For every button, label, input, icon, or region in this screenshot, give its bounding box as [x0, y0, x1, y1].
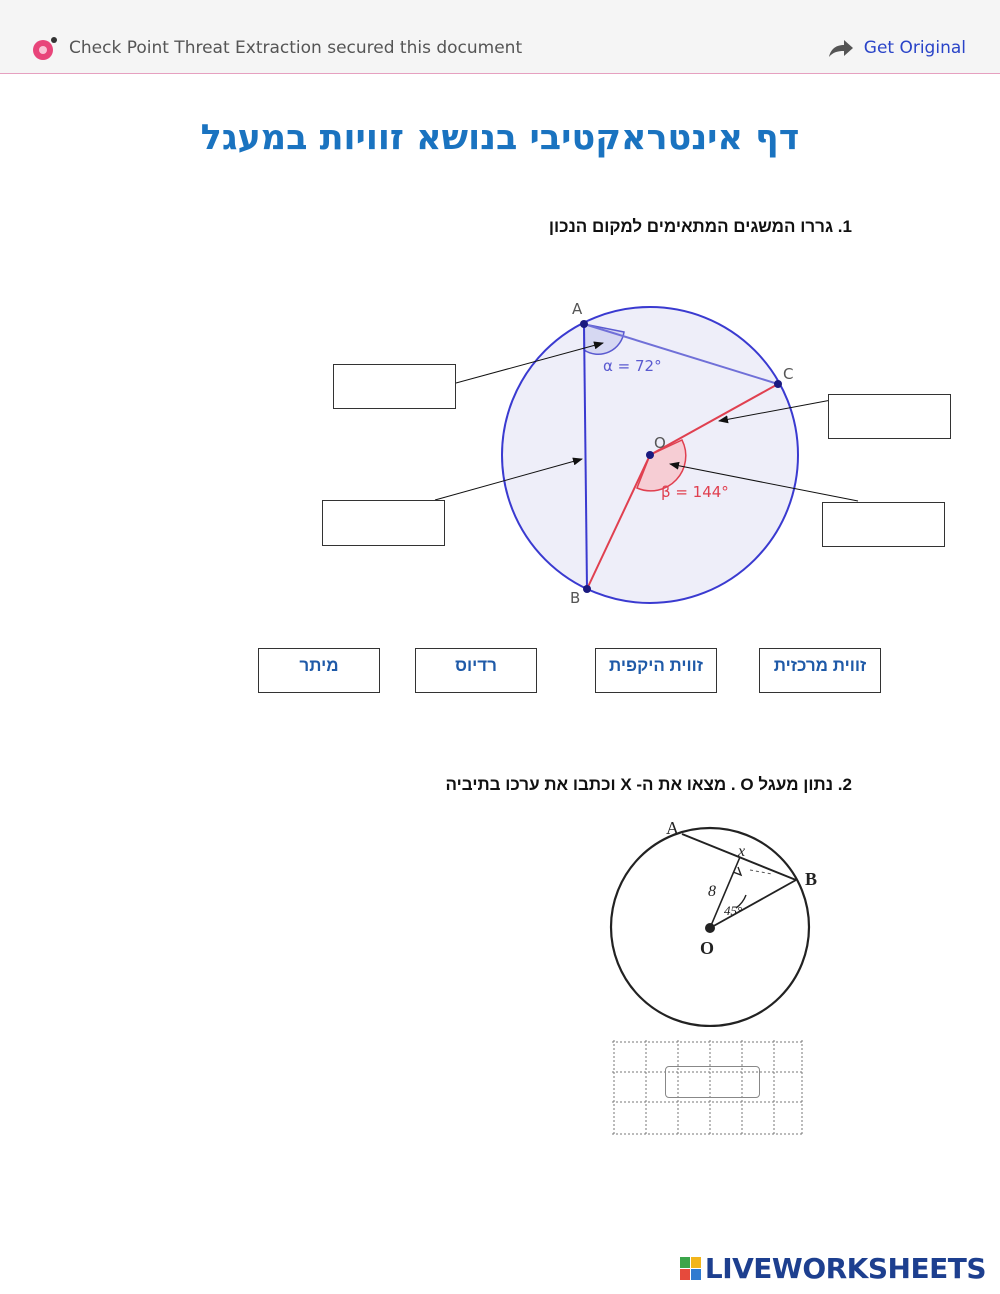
question-2: 2. נתון מעגל O . מצאו את ה- X וכתבו את ערכו בתיביה	[445, 775, 852, 794]
worksheet-title: דף אינטראקטיבי בנושא זוויות במעגל	[200, 118, 800, 158]
liveworksheets-wordmark: LIVEWORKSHEETS	[704, 1252, 986, 1285]
chip-central-angle[interactable]: זווית מרכזית	[759, 648, 881, 693]
drop-box-inscribed-angle[interactable]	[333, 364, 456, 409]
label-a: A	[572, 300, 583, 318]
label-o: O	[654, 434, 666, 452]
d2-label-x: x	[738, 843, 746, 860]
circle-chord-diagram	[600, 812, 840, 1027]
drop-box-central-angle[interactable]	[822, 502, 945, 547]
d2-label-a: A	[666, 818, 679, 838]
chip-chord[interactable]: מיתר	[258, 648, 380, 693]
liveworksheets-badge-icon	[680, 1257, 702, 1281]
x-answer-input[interactable]	[665, 1066, 760, 1098]
chip-radius[interactable]: רדיוס	[415, 648, 537, 693]
label-b: B	[570, 589, 581, 607]
beta-label: β = 144°	[661, 483, 729, 501]
drop-box-radius[interactable]	[828, 394, 951, 439]
chip-inscribed-angle[interactable]: זווית היקפית	[595, 648, 717, 693]
question-1: 1. גררו המשגים המתאימים למקום הנכון	[548, 217, 852, 236]
drop-box-chord[interactable]	[322, 500, 445, 546]
alpha-label: α = 72°	[603, 357, 662, 375]
d2-label-angle: 45°	[724, 903, 743, 918]
d2-label-b: B	[805, 869, 818, 889]
secured-notice: Check Point Threat Extraction secured this document	[69, 38, 523, 58]
get-original-label[interactable]: Get Original	[863, 38, 966, 58]
liveworksheets-logo	[680, 1252, 986, 1285]
d2-label-8: 8	[708, 883, 716, 900]
label-c: C	[783, 365, 794, 383]
d2-label-o: O	[700, 938, 715, 958]
